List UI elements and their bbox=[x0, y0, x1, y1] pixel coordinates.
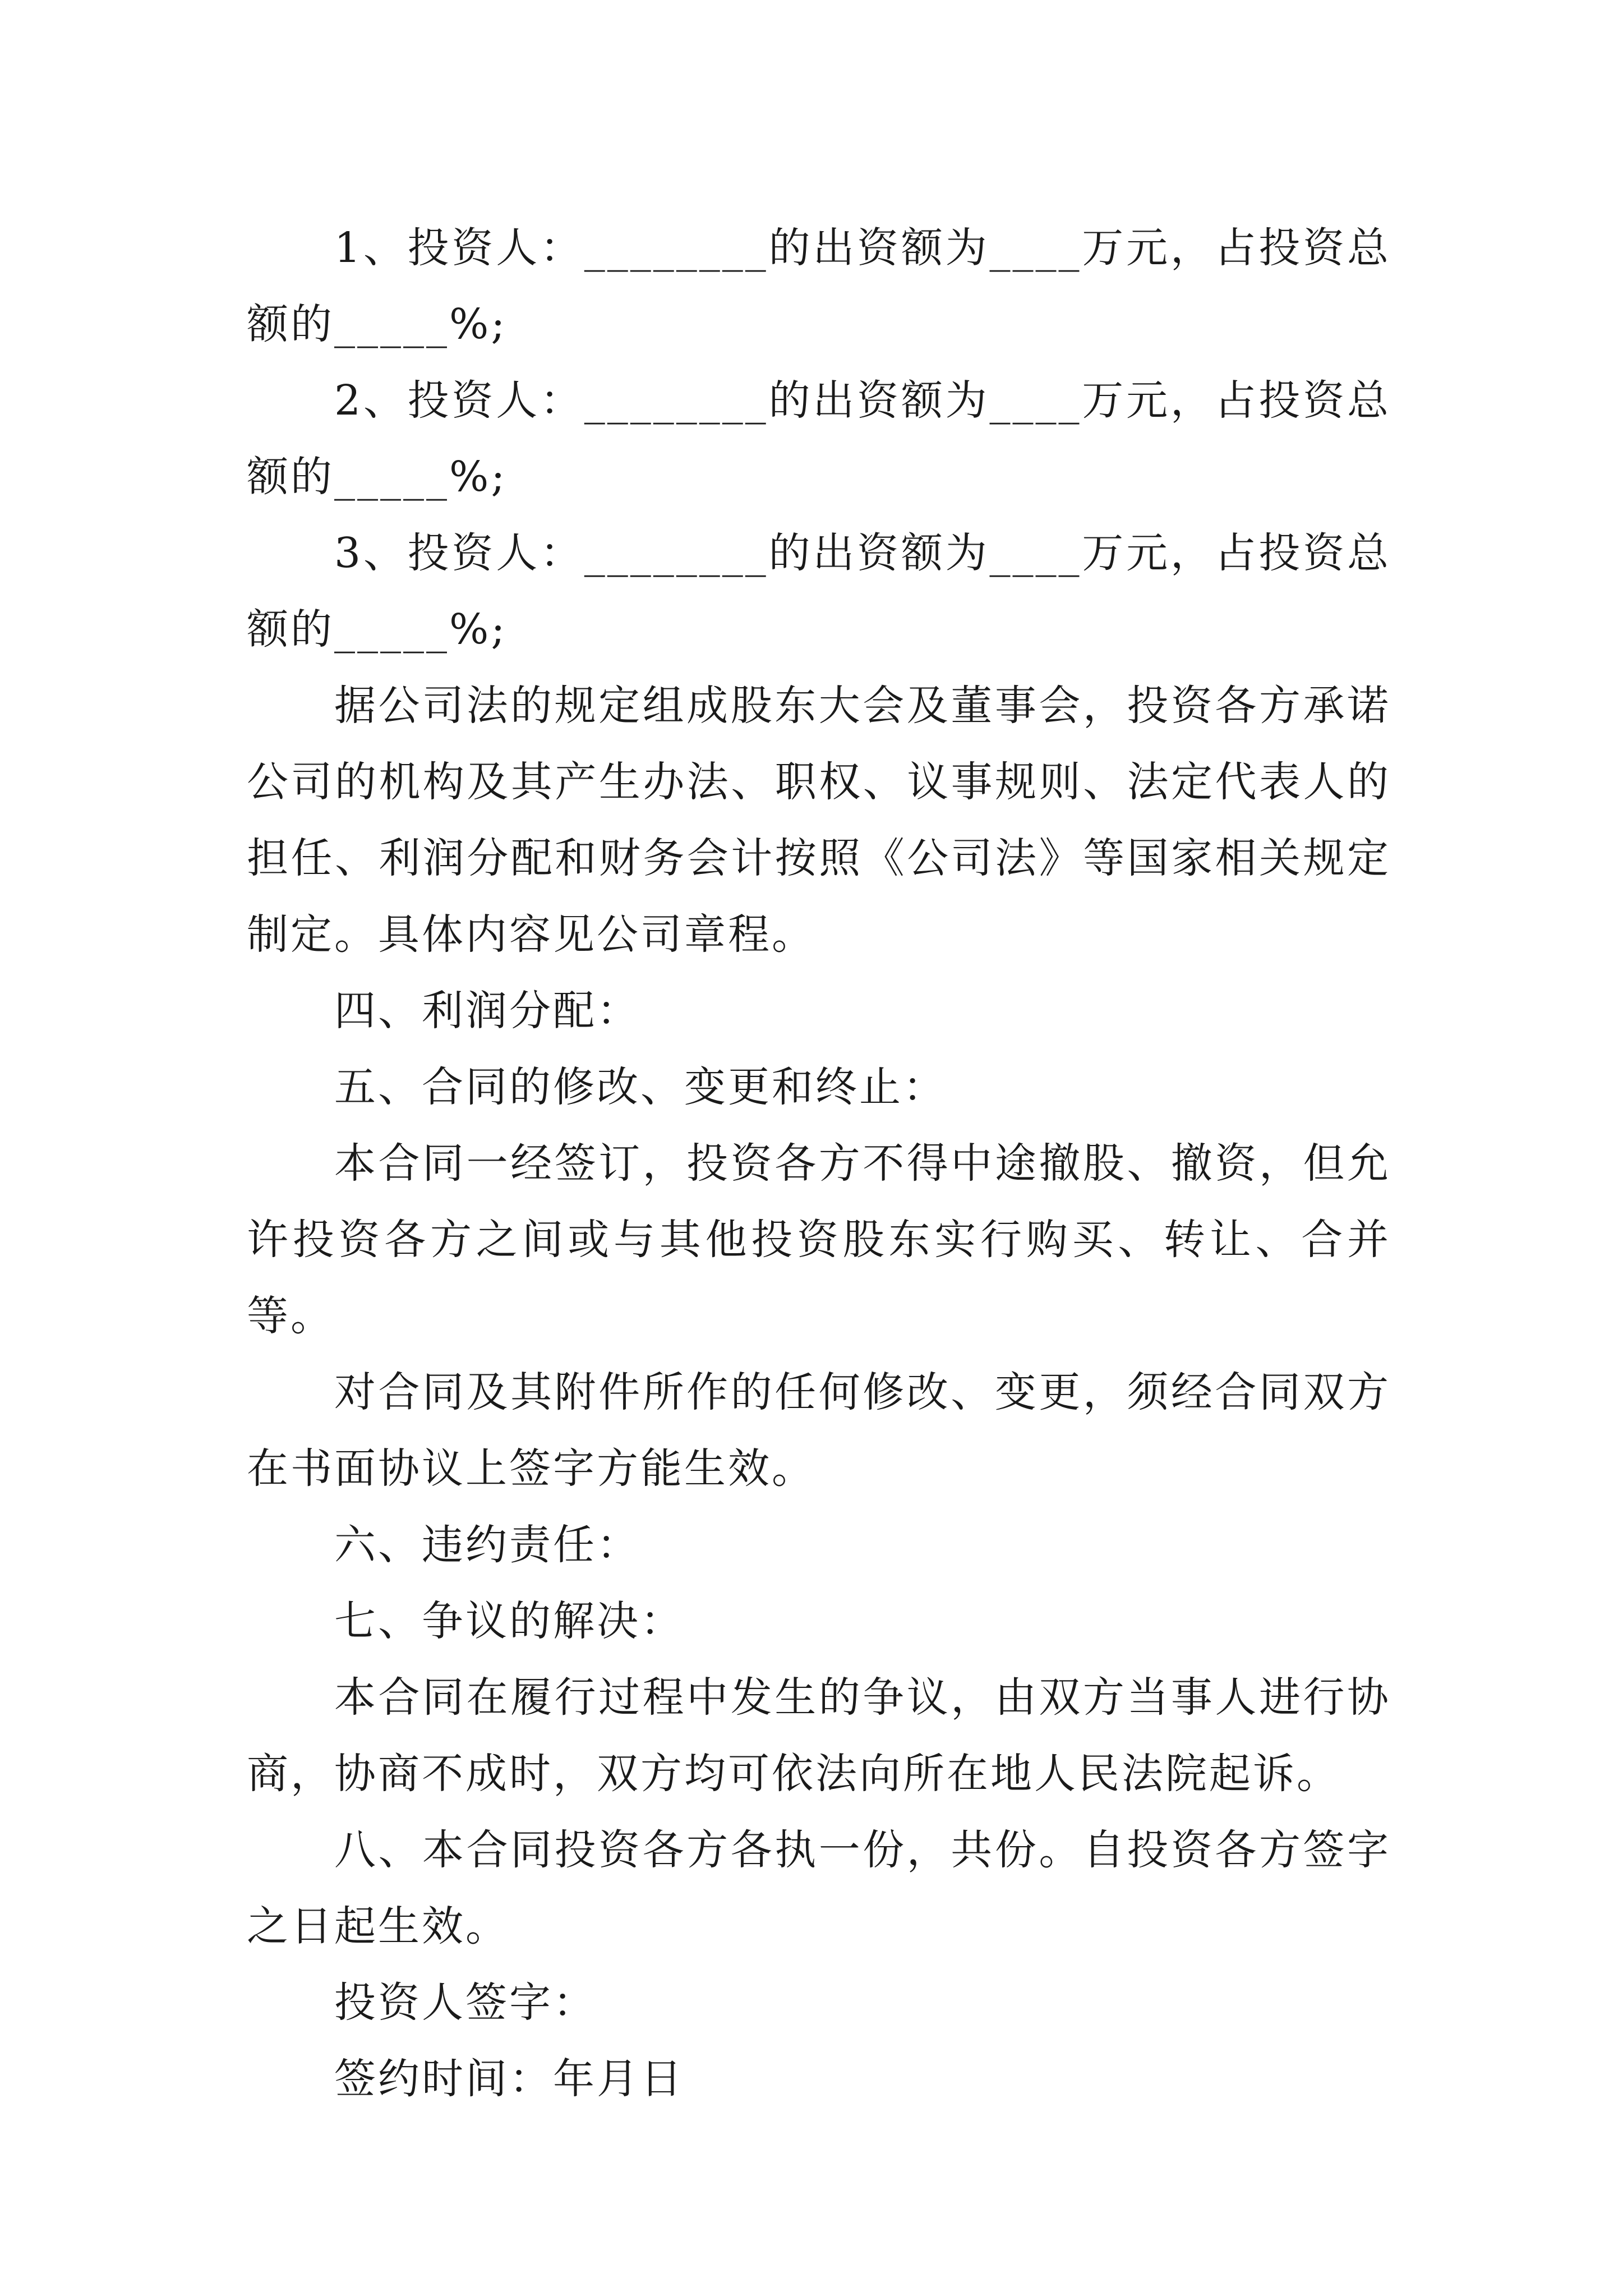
section-heading-profit-distribution: 四、利润分配： bbox=[334, 987, 640, 1035]
investor-2-clause: 2、投资人：________的出资额为____万元，占投资总额的_____%; bbox=[247, 376, 1391, 501]
investor-signature-line: 投资人签字： bbox=[334, 1978, 597, 2027]
company-governance-paragraph: 据公司法的规定组成股东大会及董事会，投资各方承诺公司的机构及其产生办法、职权、议事规则、法定代表人的担任、利润分配和财务会计按照《公司法》等国家相关规定制定。具体内容见公司章程。 bbox=[247, 682, 1391, 959]
modification-consent-paragraph: 对合同及其附件所作的任何修改、变更，须经合同双方在书面协议上签字方能生效。 bbox=[247, 1368, 1391, 1493]
section-heading-contract-modification: 五、合同的修改、变更和终止： bbox=[334, 1063, 947, 1111]
section-heading-breach-liability: 六、违约责任： bbox=[334, 1521, 640, 1569]
document-body bbox=[247, 210, 1391, 2117]
signing-date-line: 签约时间：年月日 bbox=[334, 2055, 684, 2103]
investor-3-clause: 3、投资人：________的出资额为____万元，占投资总额的_____%; bbox=[247, 529, 1391, 654]
section-heading-dispute-resolution: 七、争议的解决： bbox=[334, 1597, 684, 1645]
withdrawal-restriction-paragraph: 本合同一经签订，投资各方不得中途撤股、撤资，但允许投资各方之间或与其他投资股东实行购买、转让、合并等。 bbox=[247, 1139, 1391, 1340]
investor-1-clause: 1、投资人：________的出资额为____万元，占投资总额的_____%; bbox=[247, 224, 1391, 348]
copies-effective-paragraph: 八、本合同投资各方各执一份，共份。自投资各方签字之日起生效。 bbox=[247, 1826, 1391, 1950]
dispute-resolution-paragraph: 本合同在履行过程中发生的争议，由双方当事人进行协商，协商不成时，双方均可依法向所在地人民法院起诉。 bbox=[247, 1673, 1391, 1798]
